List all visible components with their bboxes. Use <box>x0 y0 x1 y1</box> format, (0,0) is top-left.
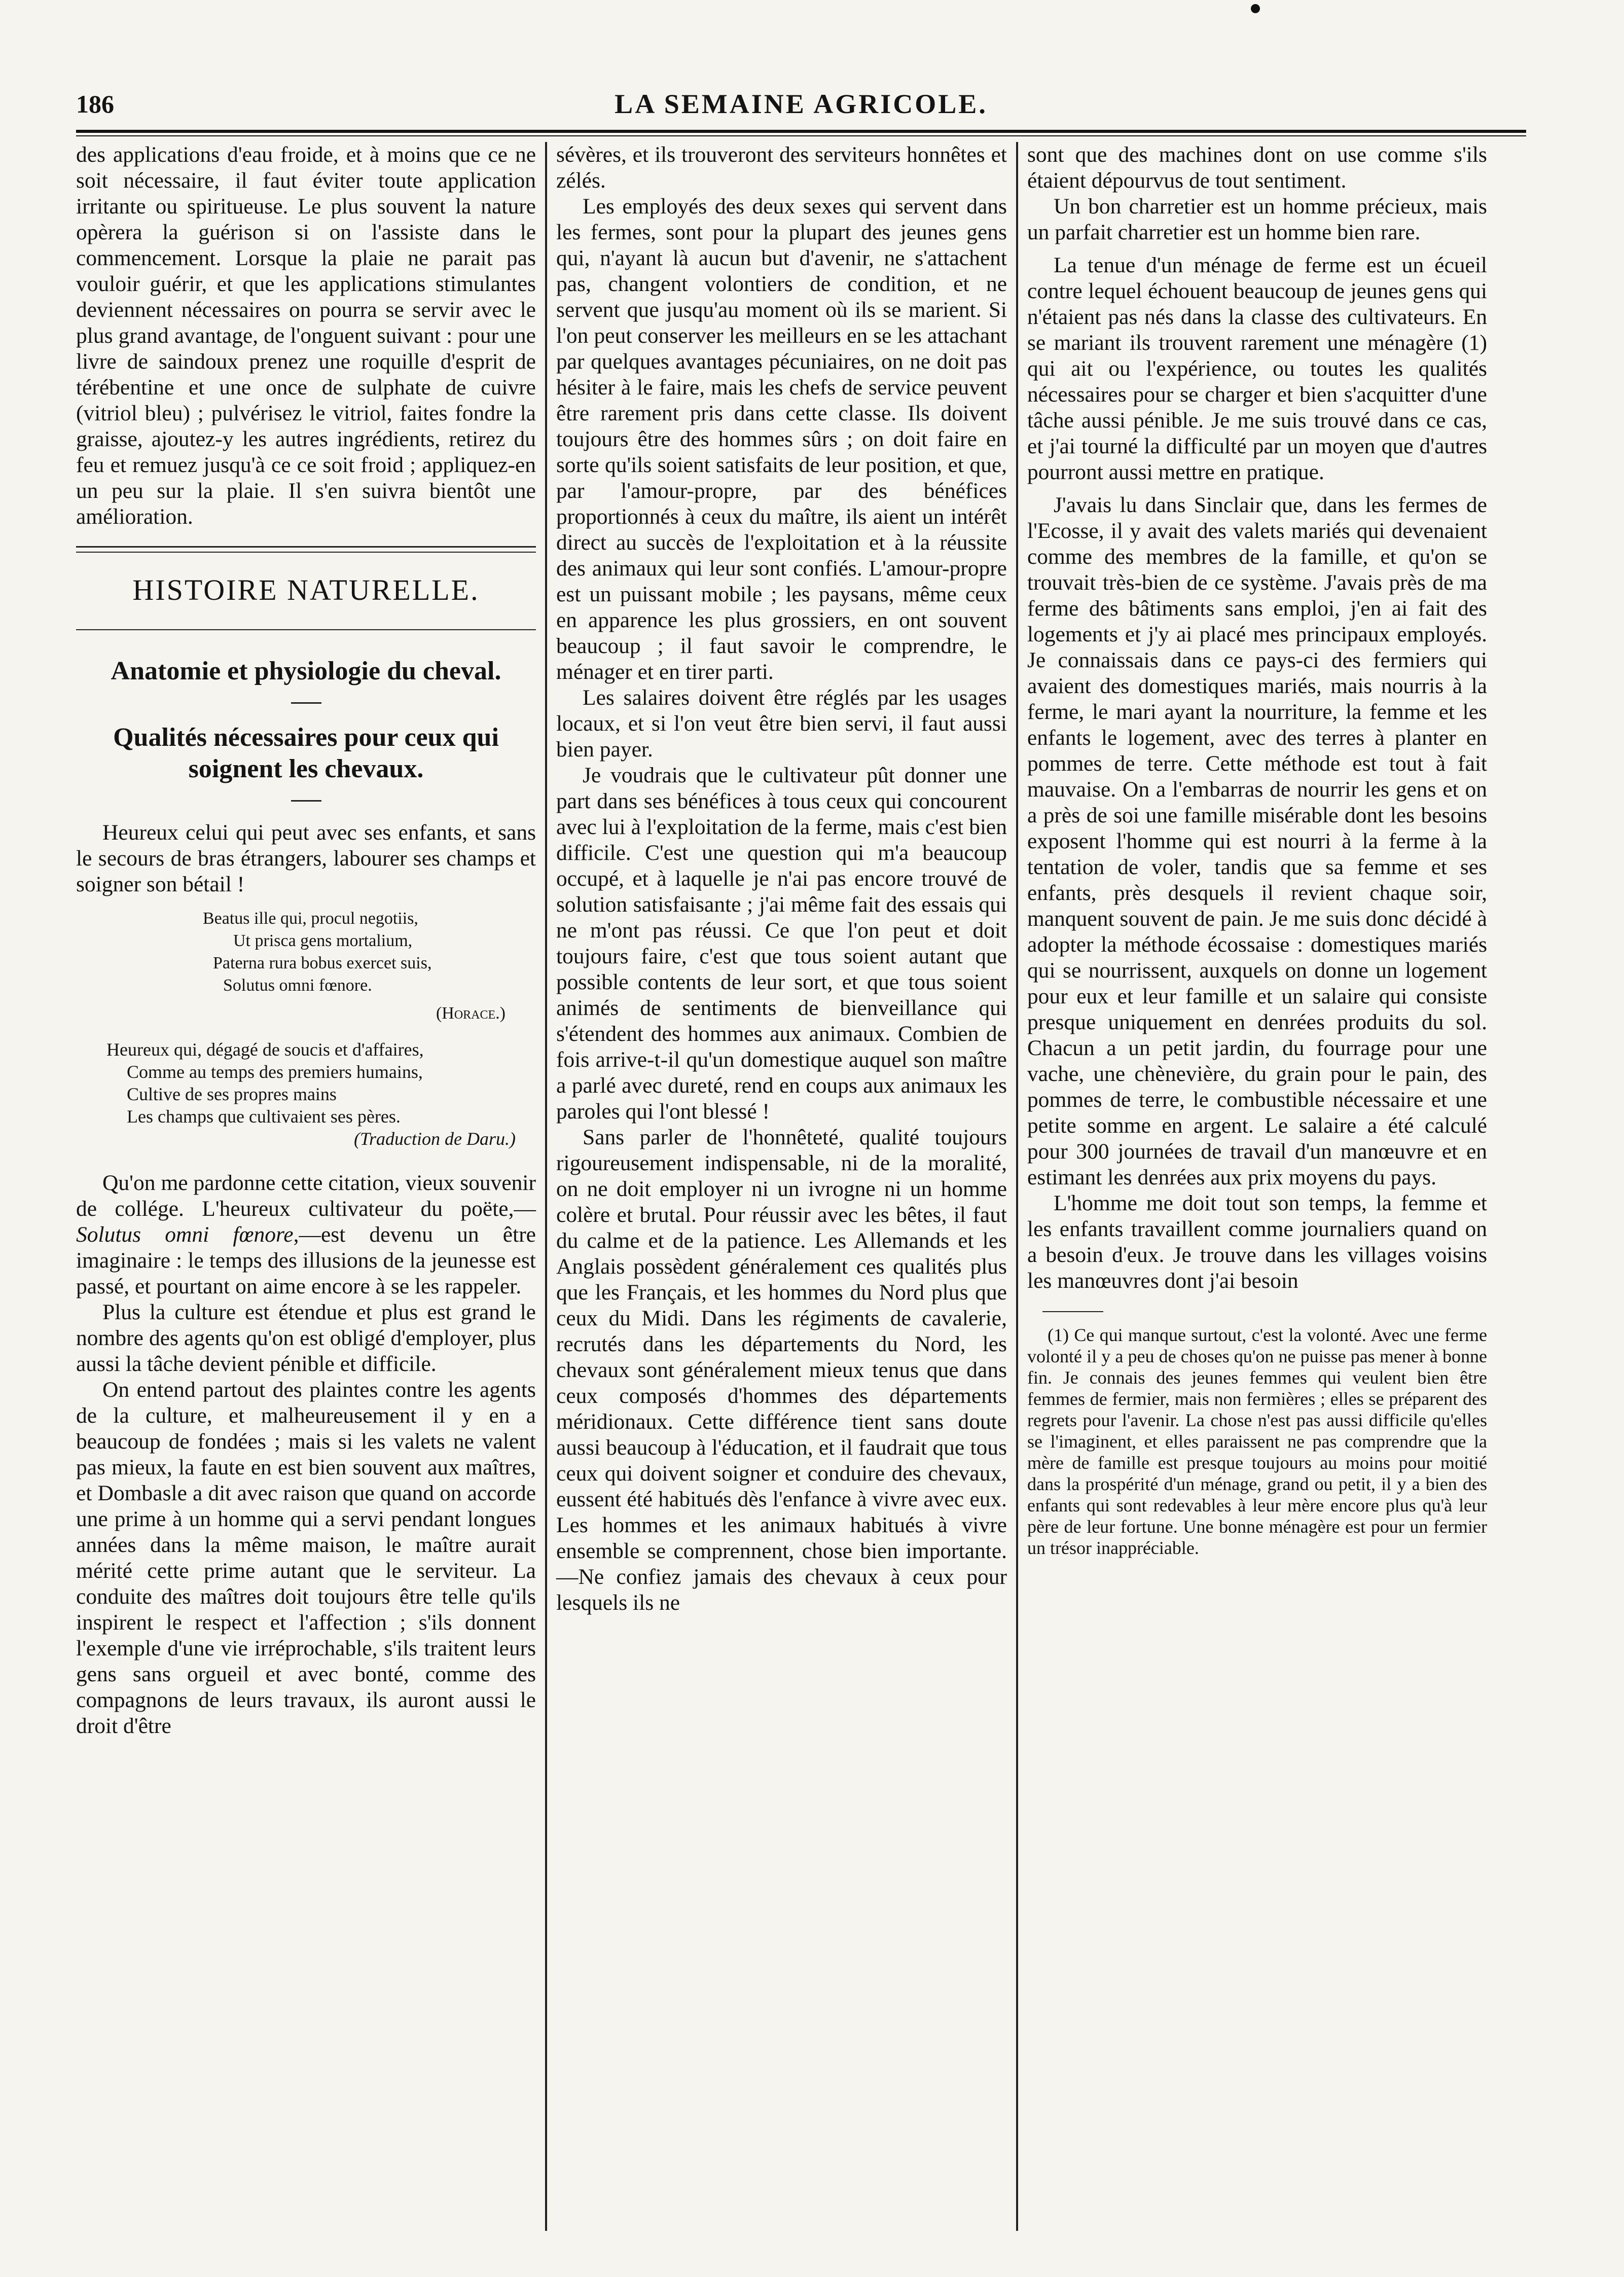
col1-intro-paragraph: des applications d'eau froide, et à moins que ce ne soit nécessaire, il faut éviter toute application irritante ou spiritueuse. Le plus souvent la nature opèrera la guérison si on l'assiste dans le commencement. Lorsque la plaie ne parait pas vouloir guérir, et que les applications stimulantes deviennent nécessaires on pourra se servir avec le plus grand avantage, de l'onguent suivant : pour une livre de saindoux prenez une roquille d'esprit de térébentine et une once de sulphate de cuivre (vitriol bleu) ; pulvérisez le vitriol, faites fondre la graisse, ajoutez-y les autres ingrédients, retirez du feu et remuez jusqu'à ce ce soit froid ; appliquez-en un peu sur la plaie. Il s'en suivra bientôt une amélioration. <box>76 142 536 529</box>
section-title: HISTOIRE NATURELLE. <box>132 573 480 606</box>
col2-paragraph-3: Les salaires doivent être réglés par les usages locaux, et si l'on veut être bien servi, il faut aussi bien payer. <box>556 685 1007 762</box>
latin-attribution: (Horace.) <box>436 1004 506 1023</box>
col3-paragraph-5: L'homme me doit tout son temps, la femme et les enfants travaillent comme journaliers quand on a besoin d'eux. Je trouve dans les villages voisins les manœuvres dont j'ai besoin <box>1027 1191 1487 1293</box>
columns <box>76 142 1526 2241</box>
footnote: (1) Ce qui manque surtout, c'est la volonté. Avec une ferme volonté il y a peu de choses qu'on ne puisse pas mener à bonne fin. Je connais des jeunes femmes qui veulent bien être femmes de fermier, mais non fermières ; elles se préparent des regrets pour l'avenir. La chose n'est pas aussi difficile qu'elles se l'imaginent, et elles paraissent ne pas comprendre que la mère de famille est presque toujours au moins pour moitié dans la prospérité d'un ménage, grand ou petit, il y a bien des enfants qui sont redevables à leur mère encore plus qu'à leur père de leur fortune. Une bonne ménagère est pour un fermier un trésor inappréciable. <box>1027 1325 1487 1558</box>
translation-line-4: Les champs que cultivaient ses pères. <box>127 1106 401 1127</box>
subheading-separator <box>291 800 321 802</box>
header-rule-thick <box>76 130 1526 133</box>
paragraph-gap <box>1027 245 1487 252</box>
col2-paragraph-5: Sans parler de l'honnêteté, qualité toujours rigoureusement indispensable, ni de la moralité, on ne doit employer ni un ivrogne ni un homme colère et brutal. Pour réussir avec les bêtes, il faut du calme et de la patience. Les Allemands et les Anglais possèdent généralement ces qualités plus que les Français, et les hommes du Nord plus que ceux du Midi. Dans les régiments de cavalerie, recrutés dans les départements du Nord, les chevaux sont généralement mieux tenus que dans ceux composés d'hommes des départements méridionaux. Cette différence tient sans doute aussi beaucoup à l'éducation, et il faudrait que tous ceux qui doivent soigner et conduire des chevaux, eussent été habitués dès l'enfance à vivre avec eux. Les hommes et les animaux habitués à vivre ensemble se comprennent, chose bien importante.—Ne confiez jamais des chevaux à ceux pour lesquels ils ne <box>556 1125 1007 1615</box>
page-header <box>76 76 1526 127</box>
column-1 <box>76 142 545 2231</box>
col3-paragraph-2: Un bon charretier est un homme précieux, mais un parfait charretier est un homme bien rare. <box>1027 194 1487 244</box>
running-title: LA SEMAINE AGRICOLE. <box>615 89 988 119</box>
col1-paragraph-3: Plus la culture est étendue et plus est grand le nombre des agents qu'on est obligé d'employer, plus aussi la tâche devient pénible et difficile. <box>76 1300 536 1376</box>
col2-paragraph-1: sévères, et ils trouveront des serviteurs honnêtes et zélés. <box>556 142 1007 193</box>
col2-paragraph-2: Les employés des deux sexes qui servent dans les fermes, sont pour la plupart des jeunes gens qui, n'ayant là aucun but d'avenir, ne s'attachent pas, changent volontiers de condition, et ne servent que jusqu'au moment où ils se marient. Si l'on peut conserver les meilleurs en se les attachant par quelques avantages pécuniaires, on ne doit pas hésiter à le faire, mais les chefs de service peuvent être rarement pris dans cette classe. Ils doivent toujours être des hommes sûrs ; on doit faire en sorte qu'ils soient satisfaits de leur position, et que, par l'amour-propre, par des bénéfices proportionnés à ceux du maître, ils aient un intérêt direct au succès de l'exploitation et à la réussite des animaux qui leur sont confiés. L'amour-propre est un puissant mobile ; les paysans, même ceux en apparence les plus grossiers, en ont souvent beaucoup ; il faut savoir le comprendre, le ménager et en tirer parti. <box>556 194 1007 684</box>
heading-separator <box>291 702 321 704</box>
translation-line-1: Heureux qui, dégagé de soucis et d'affaires, <box>106 1039 424 1060</box>
latin-quote <box>203 908 536 997</box>
section-rule-top <box>76 546 536 548</box>
latin-line-2: Ut prisca gens mortalium, <box>233 931 413 950</box>
translation-line-3: Cultive de ses propres mains <box>127 1084 337 1104</box>
page-number: 186 <box>76 90 114 118</box>
latin-line-1: Beatus ille qui, procul negotiis, <box>203 909 418 928</box>
col1-p2-part-a: Qu'on me pardonne cette citation, vieux souvenir de collége. L'heureux cultivateur du poëte,— <box>76 1171 536 1221</box>
translation-line-2: Comme au temps des premiers humains, <box>127 1062 423 1082</box>
col2-paragraph-4: Je voudrais que le cultivateur pût donner une part dans ses bénéfices à tous ceux qui concourent avec lui à l'exploitation de la ferme, mais c'est bien difficile. C'est une question qui m'a beaucoup occupé, et à laquelle je n'ai pas encore trouvé de solution satisfaisante ; j'ai même fait des essais qui ne m'ont pas réussi. Ce que l'on peut et doit toujours faire, c'est que tous soient autant que possible contents de leur sort, et que tous soient animés de sentiments de bienveillance qui s'étendent des hommes aux animaux. Combien de fois arrive-t-il qu'un domestique auquel son maître a parlé avec dureté, rend en coups aux animaux les paroles qui l'ont blessé ! <box>556 763 1007 1124</box>
translation-attribution: (Traduction de Daru.) <box>354 1129 516 1149</box>
translation-quote <box>106 1038 536 1150</box>
newspaper-page <box>76 76 1526 2241</box>
paragraph-gap <box>1027 485 1487 492</box>
column-2 <box>547 142 1016 2231</box>
col3-paragraph-1: sont que des machines dont on use comme s'ils étaient dépourvus de tout sentiment. <box>1027 142 1487 193</box>
col3-paragraph-4: J'avais lu dans Sinclair que, dans les fermes de l'Ecosse, il y avait des valets mariés qui devenaient comme des membres de la famille, et qu'on se trouvait très-bien de ce système. J'avais près de ma ferme des bâtiments sans emploi, j'en ai fait des logements et j'y ai placé mes principaux employés. Je connaissais dans ce pays-ci des fermiers qui avaient des domestiques mariés, mais nourris à la ferme, le mari ayant la nourriture, la femme et les enfants le logement, avec des terres à planter en pommes de terre. Cette méthode est tout à fait mauvaise. On a l'embarras de nourrir les gens et on a près de soi une famille misérable dont les besoins exposent l'homme qui est nourri à la ferme à la tentation de voler, tandis que sa femme et ses enfants, près desquels il revient chaque soir, manquent souvent de pain. Je me suis donc décidé à adopter la méthode écossaise : domestiques mariés qui se nourrissent, auxquels on donne un logement pour eux et leur famille et un salaire qui consiste presque uniquement en denrées produits du sol. Chacun a un petit jardin, du fourrage pour une vache, une chènevière, du grain pour le pain, des pommes de terre, le combustible nécessaire et une petite somme en argent. Le salaire a été calculé pour 300 journées de travail d'un manœuvre et en estimant les denrées aux prix moyens du pays. <box>1027 493 1487 1189</box>
col1-paragraph-2 <box>76 1170 536 1299</box>
section-rule-top-thin <box>76 552 536 553</box>
col1-p2-latin: Solutus omni fœnore <box>76 1222 294 1247</box>
col1-p2-part-b: ,—est devenu un être imaginaire : le temps des illusions de la jeunesse est passé, et pourtant on aime encore à se les rappeler. <box>76 1222 536 1298</box>
column-3 <box>1018 142 1487 2231</box>
ink-speck <box>1251 4 1260 13</box>
footnote-rule <box>1042 1311 1103 1312</box>
article-subheading: Qualités nécessaires pour ceux qui soignent les chevaux. <box>113 723 499 783</box>
article-heading: Anatomie et physiologie du cheval. <box>111 657 501 685</box>
col1-paragraph-4: On entend partout des plaintes contre les agents de la culture, et malheureusement il y en a beaucoup de fondées ; mais si les valets ne valent pas mieux, la faute en est bien souvent aux maîtres, et Dombasle a dit avec raison que quand on accorde une prime à un homme qui a servi pendant longues années dans la même maison, le maître aurait mérité cette prime autant que le serviteur. La conduite des maîtres doit toujours être telle qu'ils inspirent le respect et l'affection ; s'ils donnent l'exemple d'une vie irréprochable, s'ils traitent leurs gens sans orgueil et avec bonté, comme des compagnons de leurs travaux, ils auront aussi le droit d'être <box>76 1378 536 1738</box>
section-rule-bottom <box>76 629 536 630</box>
col3-paragraph-3: La tenue d'un ménage de ferme est un écueil contre lequel échouent beaucoup de jeunes gens qui n'étaient pas nés dans la classe des cultivateurs. En se mariant ils trouvent rarement une ménagère (1) qui ait ou l'expérience, ou toutes les qualités nécessaires pour se charger et bien s'acquitter d'une tâche aussi pénible. Je me suis trouvé dans ce cas, et j'ai tourné la difficulté par un moyen que d'autres pourront aussi mettre en pratique. <box>1027 253 1487 484</box>
col1-paragraph-1: Heureux celui qui peut avec ses enfants, et sans le secours de bras étrangers, labourer ses champs et soigner son bétail ! <box>76 820 536 896</box>
latin-line-3: Paterna rura bobus exercet suis, <box>213 954 432 972</box>
header-rule-thin <box>76 135 1526 136</box>
latin-line-4: Solutus omni fœnore. <box>223 976 372 995</box>
